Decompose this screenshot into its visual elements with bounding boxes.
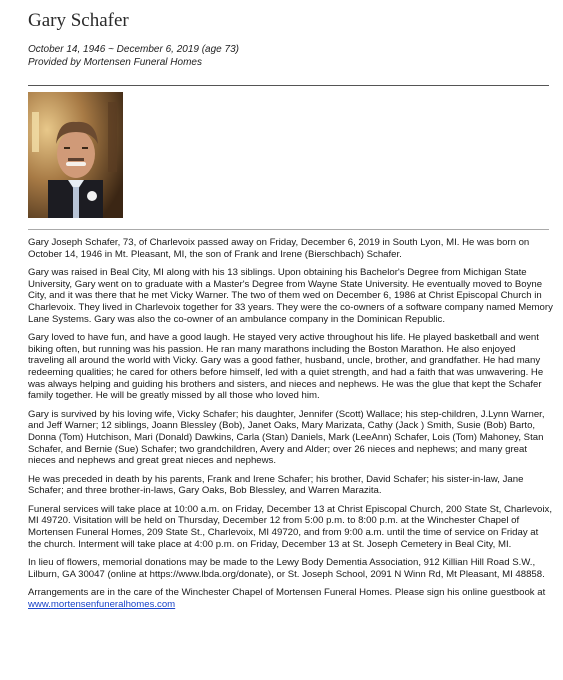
paragraph: Gary Joseph Schafer, 73, of Charlevoix passed away on Friday, December 6, 2019 in South Lyon, MI. He was born on October 14, 1946 in Mt. Pleasant, MI, the son of Frank and Irene (Bierschbach) Schafer.: [28, 237, 530, 260]
section-divider: [28, 229, 549, 230]
life-dates: October 14, 1946 ~ December 6, 2019 (age 73): [28, 44, 239, 55]
closing-paragraph: [28, 587, 554, 610]
paragraph: Gary loved to have fun, and have a good laugh. He stayed very active throughout his life. He played basketball and went biking often, but running was his passion. He ran many marathons including the Boston Marathon. He also enjoyed traveling all around the world with Vicky. Gary was a good father, husband, uncle, brother, and grandfather. He had many redeeming qualities; he cared for others before himself, led with a quiet strength, and had a faith that was unwavering. He was always helping and guiding his brothers and sisters, and nieces and nephews. He was the glue that kept the Schafer family together. He will be greatly missed by all those who loved him.: [28, 332, 544, 402]
paragraph: Gary was raised in Beal City, MI along with his 13 siblings. Upon obtaining his Bachelor's Degree from Michigan State University, Gary went on to graduate with a Master's Degree from Wayne State University. He eventually moved to Boyne City, and it was there that he met Vicky Warner. The two of them wed on December 6, 1986 at Christ Episcopal Church in Charlevoix. They lived in Charlevoix together for 33 years. They were the co-owners of a software company named Memory Lane Systems. Gary was also the co-owner of an ambulance company in the Dominican Republic.: [28, 267, 553, 325]
paragraph: He was preceded in death by his parents, Frank and Irene Schafer; his brother, David Schafer; his sister-in-law, Jane Schafer; and three brother-in-laws, Gary Oaks, Bob Blessley, and Warren Marazita.: [28, 473, 524, 497]
obituary-body: [28, 237, 554, 618]
closing-text: Arrangements are in the care of the Winchester Chapel of Mortensen Funeral Homes. Please sign his online guestbook at: [28, 587, 546, 599]
paragraph: In lieu of flowers, memorial donations may be made to the Lewy Body Dementia Association, 912 Killian Hill Road S.W., Lilburn, GA 30047 (online at https://www.lbda.org/donate), or St. Joseph School, 2091 N Winn Rd, Mt Pleasant, MI 48858.: [28, 557, 545, 580]
paragraph: Gary is survived by his loving wife, Vicky Schafer; his daughter, Jennifer (Scott) Wallace; his step-children, J.Lynn Warner, and Jeff Warner; 12 siblings, Joann Blessley (Bob), Janet Oaks, Mary Marizata, Cathy (Jack ) Smith, Susie (Bob) Barto, Donna (Tom) Hutchison, Mari (Donald) Dawkins, Carla (Stan) Daniels, Mark (LeeAnn) Schafer, Lois (Tom) Mahoney, Stan Schafer, and Bernie (Sue) Schafer; two grandchildren, Avery and Alder; over 26 nieces and nephews; and many great nieces and nephews and great great nieces and nephews.: [28, 408, 545, 467]
provider-line: Provided by Mortensen Funeral Homes: [28, 57, 202, 68]
header-divider: [28, 85, 549, 86]
guestbook-link[interactable]: www.mortensenfuneralhomes.com: [28, 599, 176, 611]
portrait-photo: [28, 92, 123, 218]
page-title: Gary Schafer: [28, 10, 129, 31]
paragraph: Funeral services will take place at 10:00 a.m. on Friday, December 13 at Christ Episcopal Church, 200 State St, Charlevoix, MI 49720. Visitation will be held on Thursday, December 12 from 5:00 p.m. to 8:00 p.m. at the Winchester Chapel of Mortensen Funeral Homes, 209 State St., Charlevoix, MI 49720, and from 9:00 a.m. until the time of service on Friday at the church. Interment will take place at 4:00 p.m. on Friday, December 13 at St. Joseph Cemetery in Beal City, MI.: [28, 503, 552, 550]
